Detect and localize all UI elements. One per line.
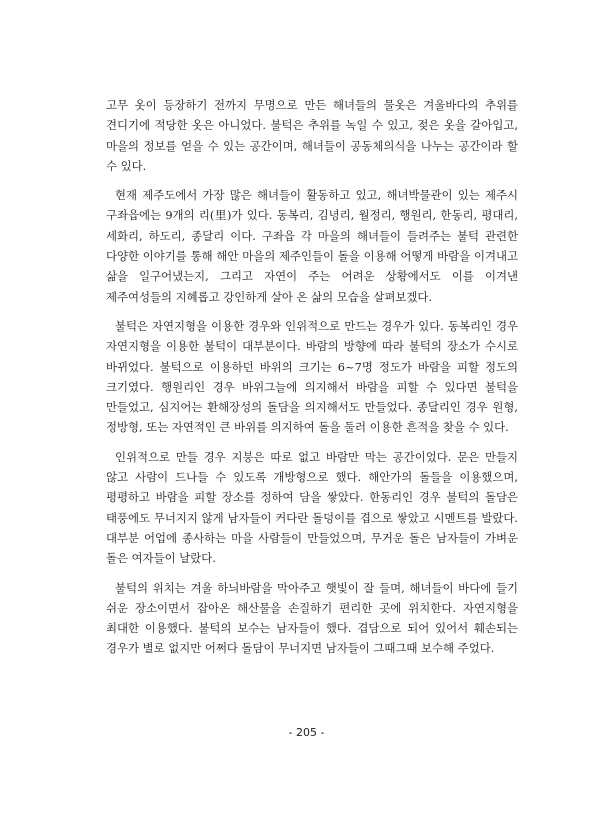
document-body [106, 95, 518, 668]
page-number: - 205 - [288, 726, 325, 739]
paragraph-2: 현재 제주도에서 가장 많은 해녀들이 활동하고 있고, 해녀박물관이 있는 제주시 구좌읍에는 9개의 리(里)가 있다. 동복리, 김녕리, 월정리, 행원리, 한동리, 평대리, 세화리, 하도리, 종달리 이다. 구좌읍 각 마을의 해녀들이 들려주는 불턱 관련한 다양한 이야기를 통해 해안 마을의 제주인들이 돌을 이용해 어떻게 바람을 이겨내고 삶을 일구어냈는지, 그리고 자연이 주는 어려운 상황에서도 이를 이겨낸 제주여성들의 지혜롭고 강인하게 살아 온 삶의 모습을 살펴보겠다. [106, 188, 518, 304]
paragraph-3: 불턱은 자연지형을 이용한 경우와 인위적으로 만드는 경우가 있다. 동복리인 경우 자연지형을 이용한 불턱이 대부분이다. 바람의 방향에 따라 불턱의 장소가 수시로 바뀌었다. 불턱으로 이용하던 바위의 크기는 6~7명 정도가 바람을 피할 정도의 크기였다. 행원리인 경우 바위그늘에 의지해서 바람을 피할 수 있다면 불턱을 만들었고, 심지어는 환해장성의 돌담을 의지해서도 만들었다. 종달리인 경우 원형, 정방형, 또는 자연적인 큰 바위를 의지하여 돌을 둘러 이용한 흔적을 찾을 수 있다. [106, 318, 518, 435]
paragraph-1: 고무 옷이 등장하기 전까지 무명으로 만든 해녀들의 물옷은 겨울바다의 추위를 견디기에 적당한 옷은 아니었다. 불턱은 추위를 녹일 수 있고, 젖은 옷을 갈아입고, 마을의 정보를 얻을 수 있는 공간이며, 해녀들이 공동체의식을 나누는 공간이라 할 수 있다. [106, 98, 518, 173]
paragraph-5: 불턱의 위치는 겨울 하늬바람을 막아주고 햇빛이 잘 들며, 해녀들이 바다에 들기 쉬운 장소이면서 잡아온 해산물을 손질하기 편리한 곳에 위치한다. 자연지형을 최대한 이용했다. 불턱의 보수는 남자들이 했다. 겹담으로 되어 있어서 훼손되는 경우가 별로 없지만 어쩌다 돌담이 무너지면 남자들이 그때그때 보수해 주었다. [106, 580, 518, 656]
paragraph-4: 인위적으로 만들 경우 지붕은 따로 없고 바람만 막는 공간이었다. 문은 만들지 않고 사람이 드나들 수 있도록 개방형으로 했다. 해안가의 돌들을 이용했으며, 평평하고 바람을 피할 장소를 정하여 담을 쌓았다. 한동리인 경우 불턱의 돌담은 태풍에도 무너지지 않게 남자들이 커다란 돌덩이를 겹으로 쌓았고 시멘트를 발랐다. 대부분 어업에 종사하는 마을 사람들이 만들었으며, 무거운 돌은 남자들이 가벼운 돌은 여자들이 날랐다. [106, 449, 518, 566]
